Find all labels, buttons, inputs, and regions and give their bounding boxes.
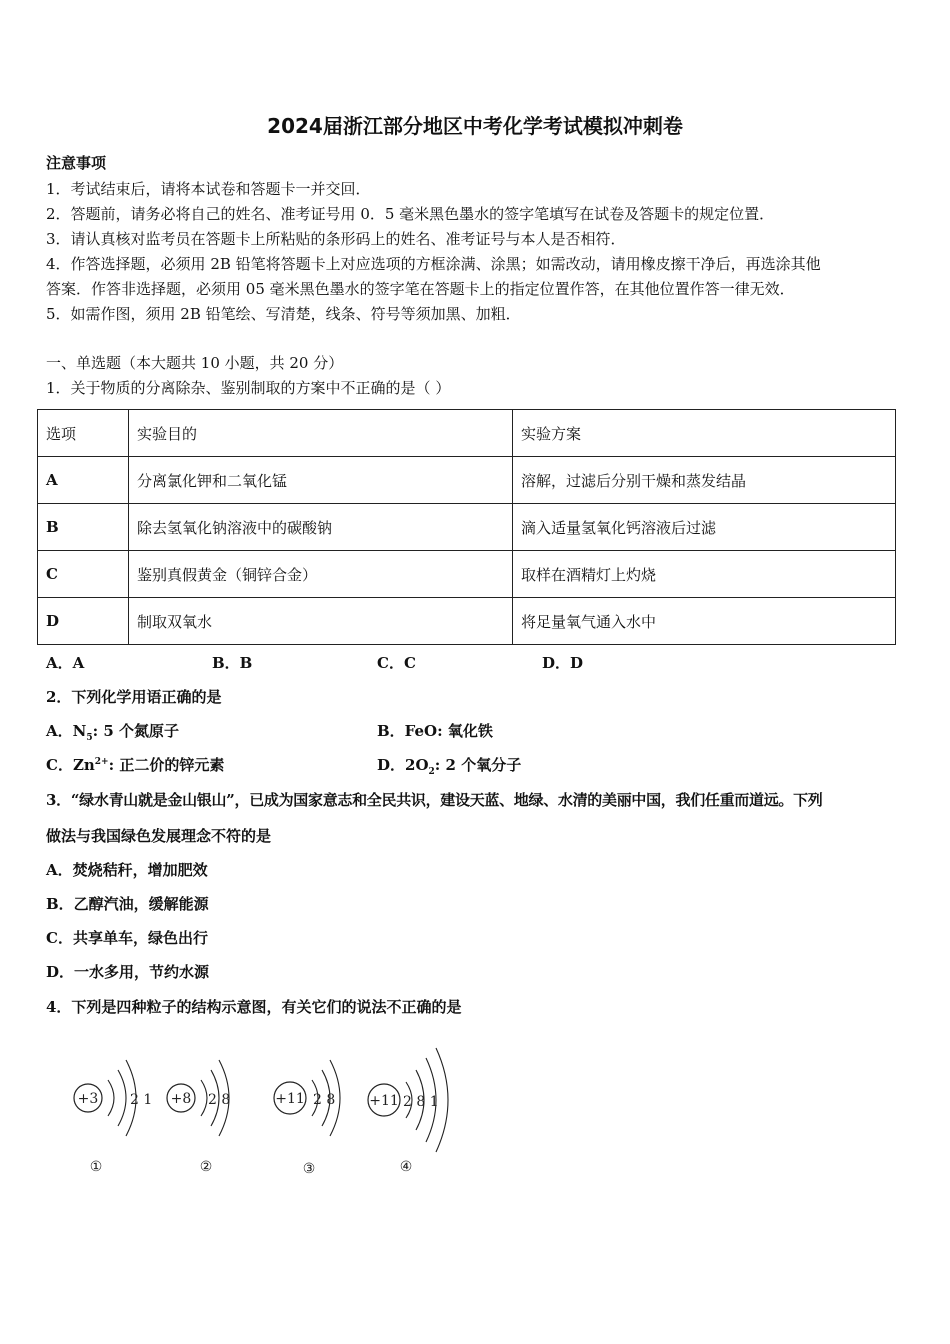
q2-option-a: A．$N_5$: 5 个氮原子 [46,722,180,743]
notice-item-3: 3．请认真核对监考员在答题卡上所粘贴的条形码上的姓名、准考证号与本人是否相符． [46,230,626,248]
particle-2-nucleus: +8 [170,1091,192,1107]
row-plan: 将足量氧气通入水中 [513,598,896,645]
q1-option-c: C．C [377,654,416,672]
table-row [38,457,896,504]
notice-item-5: 5．如需作图，须用 2B 铅笔绘、写清楚，线条、符号等须加黑、加粗． [46,305,521,323]
particle-2-shells: 2 8 [208,1092,231,1108]
q3-stem-line1: 3．“绿水青山就是金山银山”，已成为国家意志和全民共识，建设天蓝、地绿、水清的美丽中国，我们任重而道远。下列 [46,791,823,809]
row-plan: 取样在酒精灯上灼烧 [513,551,896,598]
row-plan: 滴入适量氢氧化钙溶液后过滤 [513,504,896,551]
header-plan: 实验方案 [513,410,896,457]
table-header-row [38,410,896,457]
row-option: A [38,457,129,504]
notice-item-4: 4．作答选择题，必须用 2B 铅笔将答题卡上对应选项的方框涂满、涂黑；如需改动，请用橡皮擦干净后，再选涂其他 [46,255,821,273]
particle-4-nucleus: +11 [369,1093,399,1109]
row-plan: 溶解，过滤后分别干燥和蒸发结晶 [513,457,896,504]
atom-structure-diagrams [60,1040,480,1180]
q3-option-b: B．乙醇汽油，缓解能源 [46,895,209,913]
q3-option-c: C．共享单车，绿色出行 [46,929,208,947]
header-option: 选项 [38,410,129,457]
q2-option-b: B．FeO: 氧化铁 [377,722,493,740]
row-purpose: 制取双氧水 [129,598,513,645]
particle-1-shells: 2 1 [130,1092,153,1108]
row-option: D [38,598,129,645]
particle-4-shells: 2 8 1 [403,1094,439,1110]
particle-3-shells: 2 8 [313,1092,336,1108]
row-option: C [38,551,129,598]
q2-option-d: D．$2O_2$: 2 个氧分子 [377,756,522,777]
q3-option-d: D．一水多用，节约水源 [46,963,210,981]
table-row [38,598,896,645]
notice-item-2: 2．答题前，请务必将自己的姓名、准考证号用 0．5 毫米黑色墨水的签字笔填写在试卷及答题卡的规定位置． [46,205,775,223]
particle-1 [74,1060,152,1175]
row-purpose: 分离氯化钾和二氧化锰 [129,457,513,504]
row-purpose: 除去氢氧化钠溶液中的碳酸钠 [129,504,513,551]
q2-stem: 2．下列化学用语正确的是 [46,688,222,706]
header-purpose: 实验目的 [129,410,513,457]
notice-item-4-cont: 答案．作答非选择题，必须用 05 毫米黑色墨水的签字笔在答题卡上的指定位置作答，在其他位置作答一律无效． [46,280,795,298]
q1-table [37,409,896,645]
particle-4-label: ④ [399,1159,413,1175]
particle-2-label: ② [199,1159,213,1175]
particle-1-nucleus: +3 [77,1091,99,1107]
table-row [38,504,896,551]
q4-stem: 4．下列是四种粒子的结构示意图，有关它们的说法不正确的是 [46,998,462,1016]
particle-1-label: ① [89,1159,103,1175]
q1-option-d: D．D [542,654,584,672]
particle-3-nucleus: +11 [275,1091,305,1107]
particle-3 [274,1060,340,1177]
notice-item-1: 1．考试结束后，请将本试卷和答题卡一并交回． [46,180,371,198]
particle-4 [368,1048,448,1175]
q1-option-a: A．A [46,654,85,672]
section-heading: 一、单选题（本大题共 10 小题，共 20 分） [46,354,344,372]
q3-stem-line2: 做法与我国绿色发展理念不符的是 [46,827,272,845]
row-purpose: 鉴别真假黄金（铜锌合金） [129,551,513,598]
q1-stem: 1．关于物质的分离除杂、鉴别制取的方案中不正确的是（ ） [46,379,451,397]
row-option: B [38,504,129,551]
page-title: 2024届浙江部分地区中考化学考试模拟冲刺卷 [267,114,683,138]
particle-2 [167,1060,230,1175]
q1-option-b: B．B [212,654,253,672]
particle-3-label: ③ [302,1161,316,1177]
table-row [38,551,896,598]
q2-option-c: C．$Zn^{2+}$: 正二价的锌元素 [46,756,225,774]
q3-option-a: A．焚烧秸秆，增加肥效 [46,861,208,879]
notice-heading: 注意事项 [46,154,107,172]
